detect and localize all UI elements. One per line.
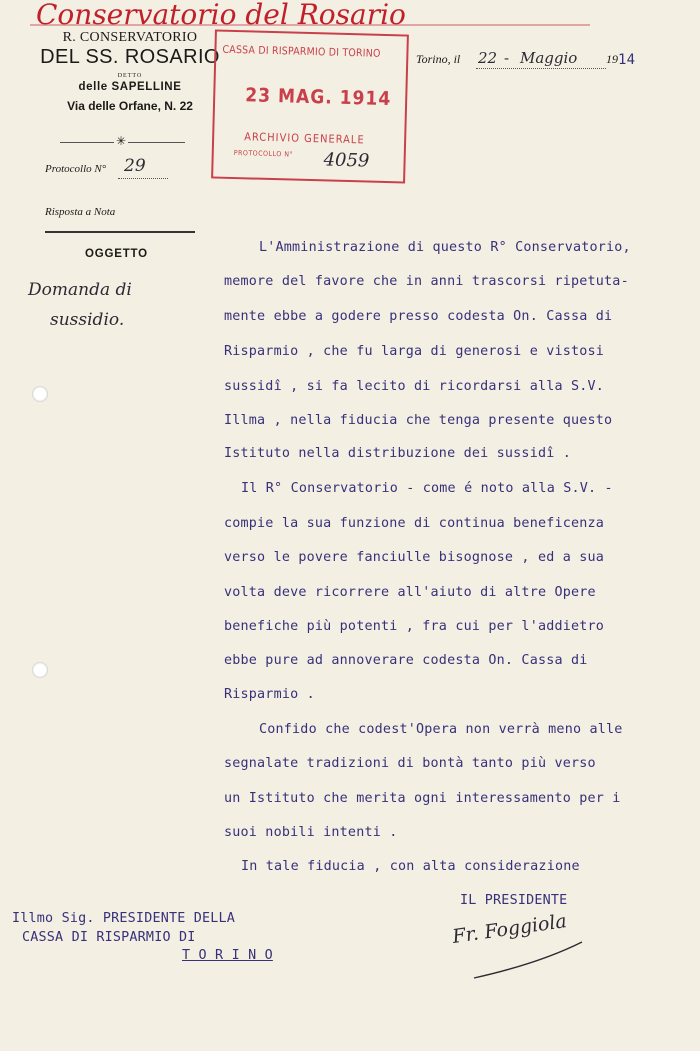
date-dash: -	[504, 49, 510, 67]
body-p1-line2: memore del favore che in anni trascorsi ripetuta-	[224, 274, 629, 289]
oggetto-label: OGGETTO	[85, 248, 148, 260]
star-ornament: ✳	[116, 134, 127, 148]
body-p2-line1: Il R° Conservatorio - come é noto alla S.V. -	[241, 481, 613, 496]
letterhead-line1: R. CONSERVATORIO	[62, 30, 198, 45]
body-p1-line3: mente ebbe a godere presso codesta On. Cassa di	[224, 309, 613, 324]
body-p2-line4: volta deve ricorrere all'aiuto di altre Opere	[224, 585, 596, 600]
addressee-line2: CASSA DI RISPARMIO DI	[22, 930, 196, 945]
body-p2-line7: Risparmio .	[224, 687, 315, 702]
risposta-rule	[45, 231, 195, 233]
body-p1-line6: Illma , nella fiducia che tenga presente questo	[224, 413, 613, 428]
body-p2-line3: verso le povere fanciulle bisognose , ed a sua	[224, 550, 605, 565]
body-p3-line3: un Istituto che merita ogni interessamento per i	[224, 791, 621, 806]
receipt-stamp	[211, 29, 409, 183]
body-p1-line5: sussidî , si fa lecito di ricordarsi alla S.V.	[224, 379, 605, 394]
title-underline	[30, 24, 590, 26]
body-p3-line1: Confido che codest'Opera non verrà meno alle	[259, 722, 623, 737]
letterhead	[40, 30, 220, 113]
body-p1-line4: Risparmio , che fu larga di generosi e vistosi	[224, 344, 605, 359]
date-year-typed: 14	[618, 52, 636, 68]
stamp-archive: ARCHIVIO GENERALE	[244, 130, 365, 147]
stamp-protocol-label: PROTOCOLLO N°	[233, 149, 294, 159]
body-p2-line6: ebbe pure ad annoverare codesta On. Cassa di	[224, 653, 588, 668]
stamp-date: 23 MAG. 1914	[244, 84, 392, 111]
body-p1-line1: L'Amministrazione di questo R° Conservatorio,	[259, 240, 631, 255]
signature-flourish	[470, 930, 590, 985]
date-year-print: 19	[606, 52, 618, 66]
body-p3-line4: suoi nobili intenti .	[224, 825, 398, 840]
letterhead-line2: DEL SS. ROSARIO	[40, 46, 220, 68]
letterhead-detto: DETTO	[117, 73, 143, 79]
punch-hole-bottom	[32, 662, 48, 678]
president-signature: Fr. Foggiola	[451, 910, 569, 948]
addressee-line1: Illmo Sig. PRESIDENTE DELLA	[12, 911, 236, 926]
stamp-bank: CASSA DI RISPARMIO DI TORINO	[222, 43, 381, 60]
stamp-number: 4059	[323, 149, 370, 172]
body-p3-line2: segnalate tradizioni di bontà tanto più verso	[224, 756, 596, 771]
date-day: 22	[478, 49, 498, 67]
protocollo-rule	[118, 178, 168, 179]
date-rule	[476, 68, 606, 69]
handwritten-title: Conservatorio del Rosario	[36, 0, 406, 31]
date-month: Maggio	[520, 49, 578, 67]
oggetto-line1: Domanda di	[28, 280, 132, 300]
letterhead-sapelline: delle SAPELLINE	[78, 81, 182, 93]
protocollo-label: Protocollo N°	[45, 163, 107, 175]
body-p2-line5: benefiche più potenti , fra cui per l'addietro	[224, 619, 605, 634]
punch-hole-top	[32, 386, 48, 402]
protocollo-number: 29	[124, 156, 146, 176]
addressee-city: T O R I N O	[182, 948, 273, 963]
oggetto-line2: sussidio.	[50, 310, 125, 330]
date-place: Torino, il	[416, 52, 461, 66]
risposta-label: Risposta a Nota	[45, 206, 116, 218]
president-title: IL PRESIDENTE	[460, 893, 568, 908]
closing-line: In tale fiducia , con alta considerazione	[241, 859, 580, 874]
body-p2-line2: compie la sua funzione di continua beneficenza	[224, 516, 605, 531]
body-p1-line7: Istituto nella distribuzione dei sussidî .	[224, 446, 571, 461]
letterhead-address: Via delle Orfane, N. 22	[67, 99, 193, 113]
